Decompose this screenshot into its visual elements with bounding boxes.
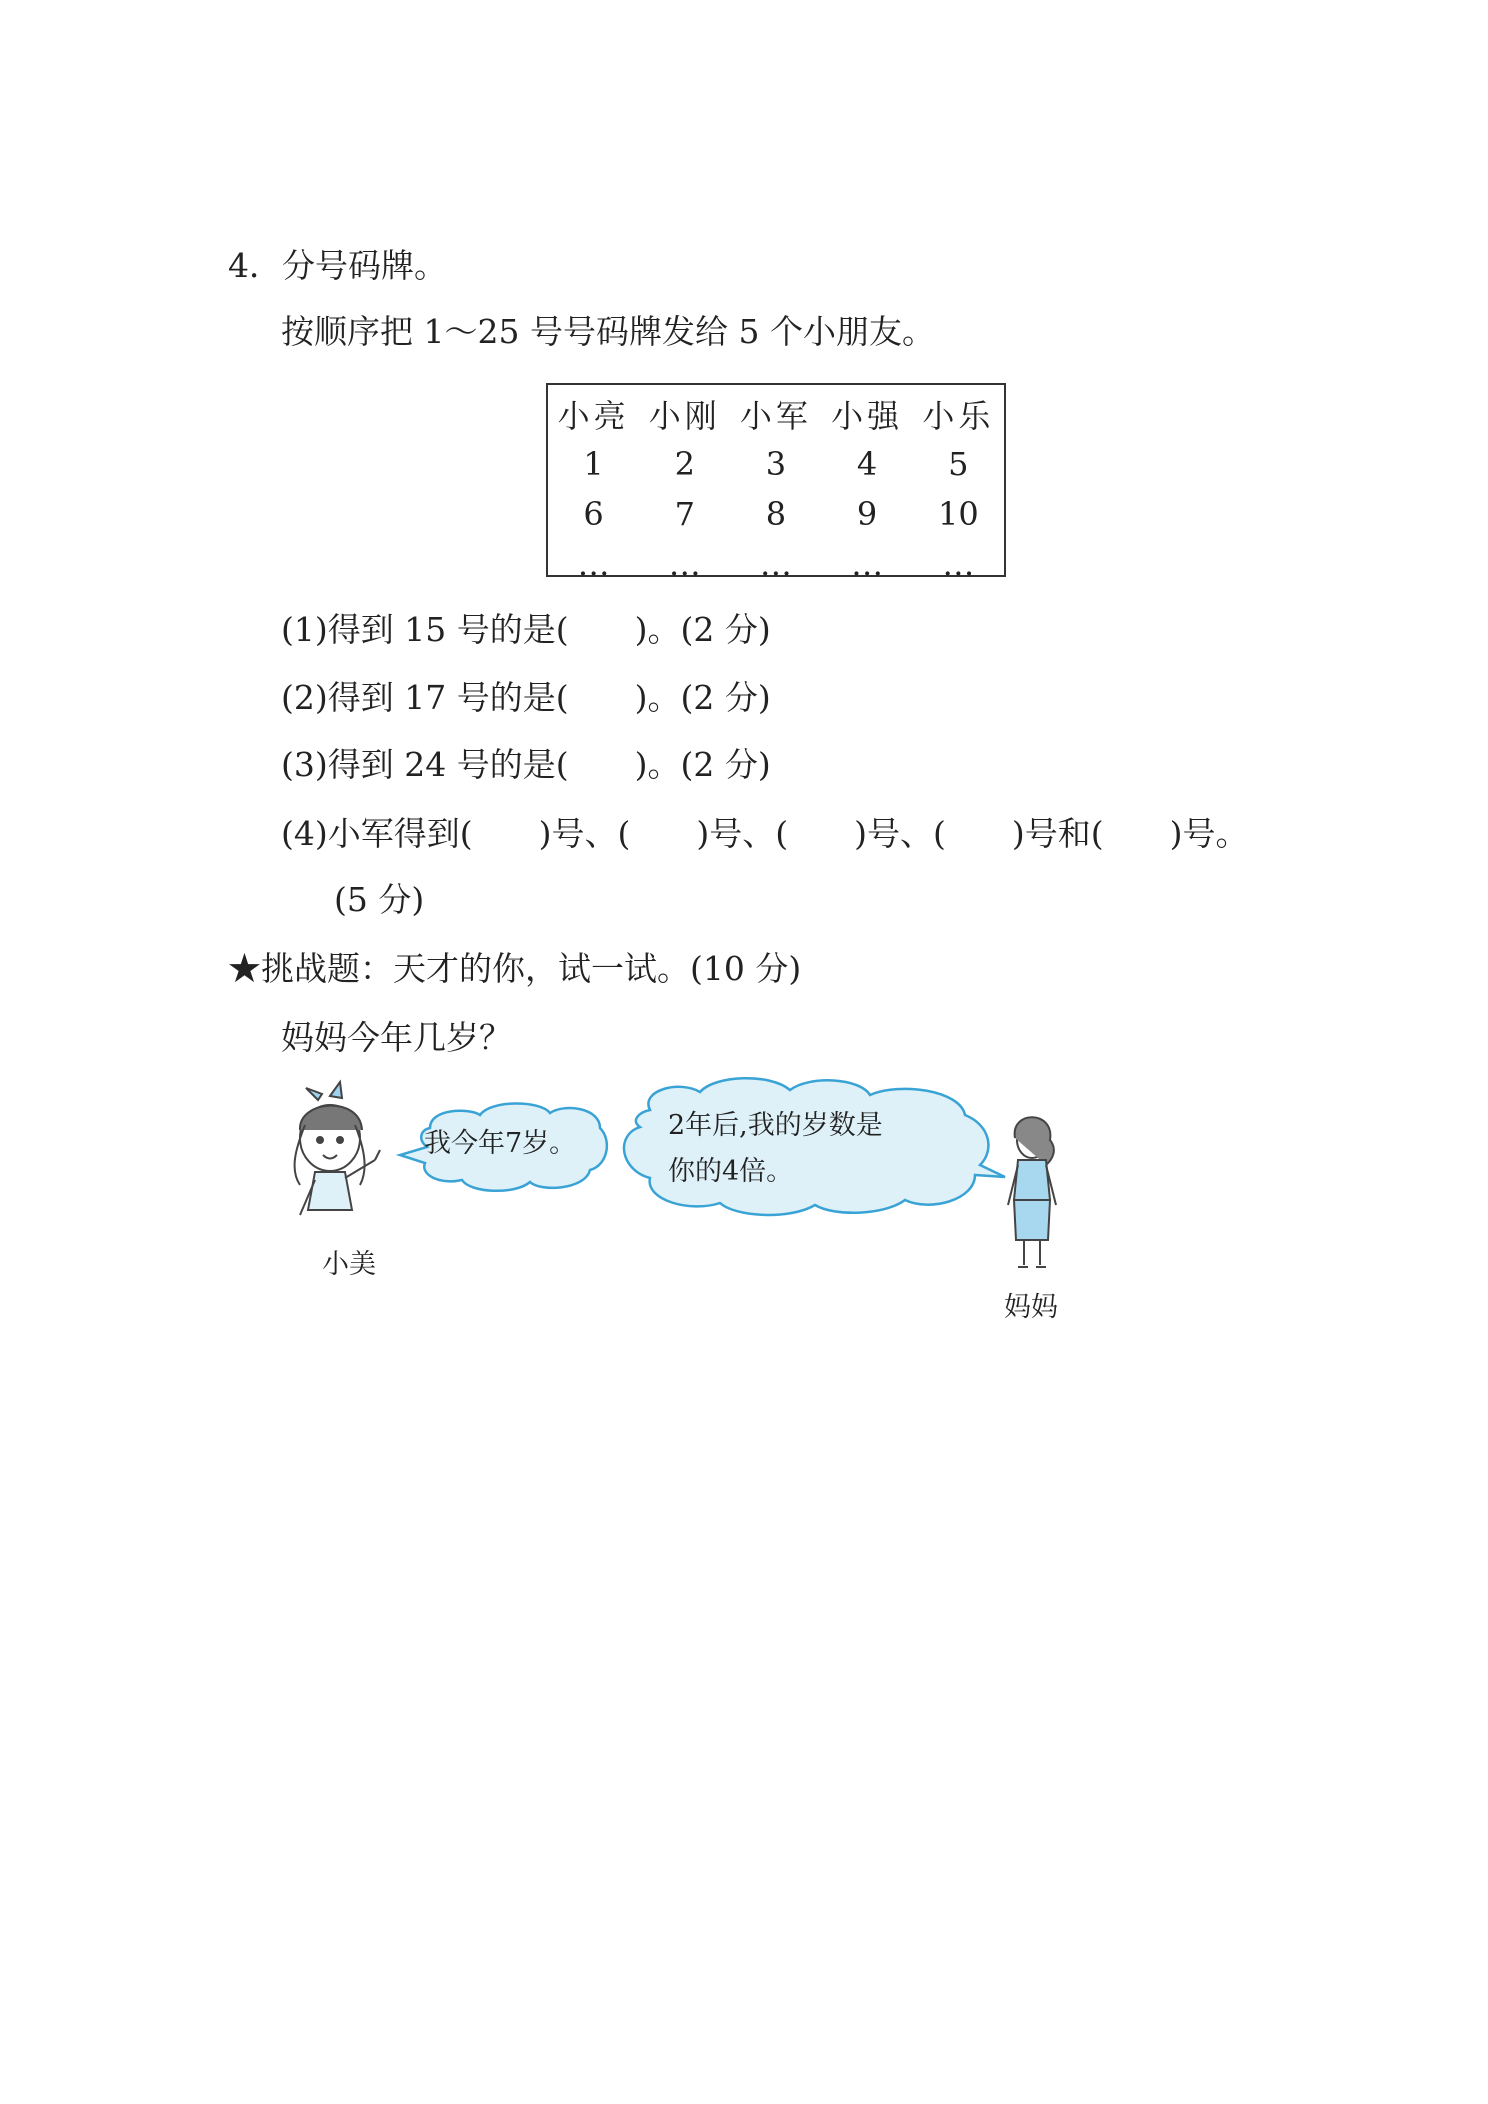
sub-question-4: (4)小军得到( )号、( )号、( )号、( )号和( )号。 [281,814,1249,853]
girl-speech-text: 我今年7岁。 [424,1128,577,1159]
table-cell: … [668,545,701,583]
table-cell: 10 [937,495,979,533]
table-cell: 7 [674,495,695,533]
sub-question-3: (3)得到 24 号的是( )。(2 分) [281,745,771,784]
table-cell: 9 [856,495,878,533]
mom-figure [1008,1117,1056,1267]
table-cell: 8 [765,495,787,533]
sub-question-2: (2)得到 17 号的是( )。(2 分) [281,678,771,717]
question-title: 4．分号码牌。 [228,246,447,285]
table-header-cell: 小亮 [557,397,630,435]
mom-speech-line-2: 你的4倍。 [668,1156,794,1187]
table-header-cell: 小乐 [922,397,995,435]
table-header-cell: 小军 [739,397,812,435]
challenge-title: ★挑战题：天才的你，试一试。(10 分) [228,949,802,988]
table-cell: 1 [583,445,604,483]
table-header-cell: 小刚 [648,397,721,435]
sub-question-1: (1)得到 15 号的是( )。(2 分) [281,610,771,649]
girl-name-caption: 小美 [322,1249,376,1280]
challenge-question: 妈妈今年几岁？ [281,1018,512,1057]
table-cell: 2 [674,445,695,483]
mom-speech-line-1: 2年后,我的岁数是 [668,1110,883,1141]
question-intro: 按顺序把 1～25 号号码牌发给 5 个小朋友。 [281,312,935,351]
table-cell: … [759,545,792,583]
table-cell: … [851,545,884,583]
girl-xiaomei-figure [295,1082,380,1215]
table-cell: 6 [583,495,604,533]
table-cell: … [577,545,610,583]
table-cell: 5 [948,445,969,483]
table-cell: … [942,545,975,583]
sub-question-4-score: (5 分) [334,880,425,919]
table-cell: 4 [856,445,878,483]
table-cell: 3 [765,445,787,483]
mom-name-caption: 妈妈 [1004,1292,1058,1323]
table-header-cell: 小强 [831,397,904,435]
